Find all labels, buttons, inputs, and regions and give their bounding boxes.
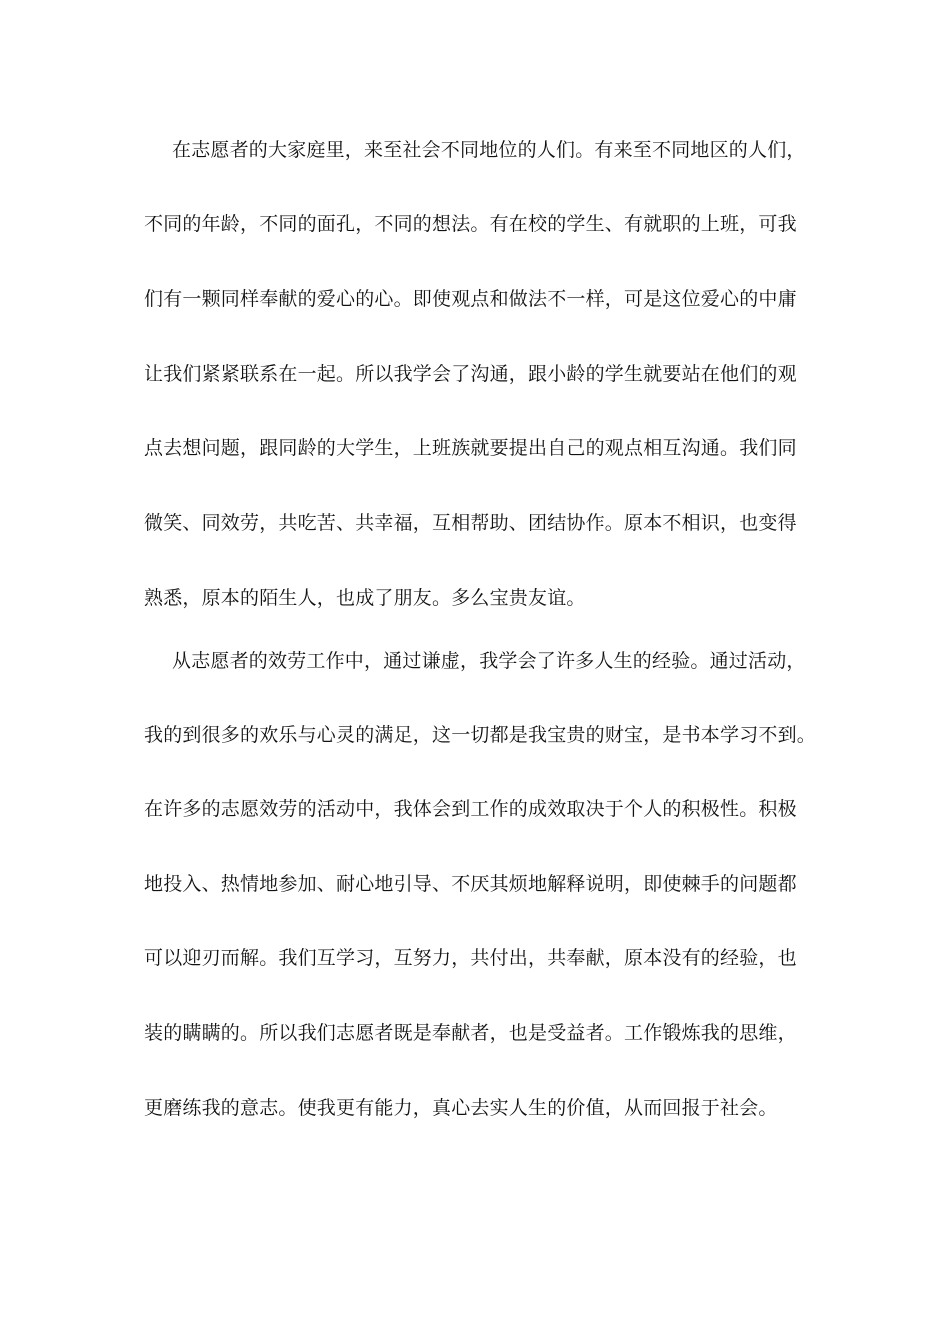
paragraph-line: 们有一颗同样奉献的爱心的心。即使观点和做法不一样，可是这位爱心的中庸: [144, 288, 797, 310]
paragraph-line: 在许多的志愿效劳的活动中，我体会到工作的成效取决于个人的积极性。积极: [144, 798, 797, 820]
paragraph-line: 熟悉，原本的陌生人，也成了朋友。多么宝贵友谊。: [144, 587, 586, 609]
paragraph-line: 更磨练我的意志。使我更有能力，真心去实人生的价值，从而回报于社会。: [144, 1097, 778, 1119]
paragraph-line: 地投入、热情地参加、耐心地引导、不厌其烦地解释说明，即使棘手的问题都: [144, 873, 797, 895]
paragraph-line: 让我们紧紧联系在一起。所以我学会了沟通，跟小龄的学生就要站在他们的观: [144, 363, 797, 385]
paragraph-line: 从志愿者的效劳工作中，通过谦虚，我学会了许多人生的经验。通过活动，: [172, 650, 806, 672]
paragraph-line: 不同的年龄，不同的面孔，不同的想法。有在校的学生、有就职的上班，可我: [144, 213, 797, 235]
paragraph-line: 微笑、同效劳，共吃苦、共幸福，互相帮助、团结协作。原本不相识，也变得: [144, 512, 797, 534]
paragraph-line: 点去想问题，跟同龄的大学生，上班族就要提出自己的观点相互沟通。我们同: [144, 437, 797, 459]
paragraph-line: 在志愿者的大家庭里，来至社会不同地位的人们。有来至不同地区的人们，: [172, 139, 806, 161]
paragraph-line: 我的到很多的欢乐与心灵的满足，这一切都是我宝贵的财宝，是书本学习不到。: [144, 724, 817, 746]
paragraph-line: 装的瞒瞒的。所以我们志愿者既是奉献者，也是受益者。工作锻炼我的思维，: [144, 1022, 797, 1044]
paragraph-line: 可以迎刃而解。我们互学习，互努力，共付出，共奉献，原本没有的经验，也: [144, 947, 797, 969]
